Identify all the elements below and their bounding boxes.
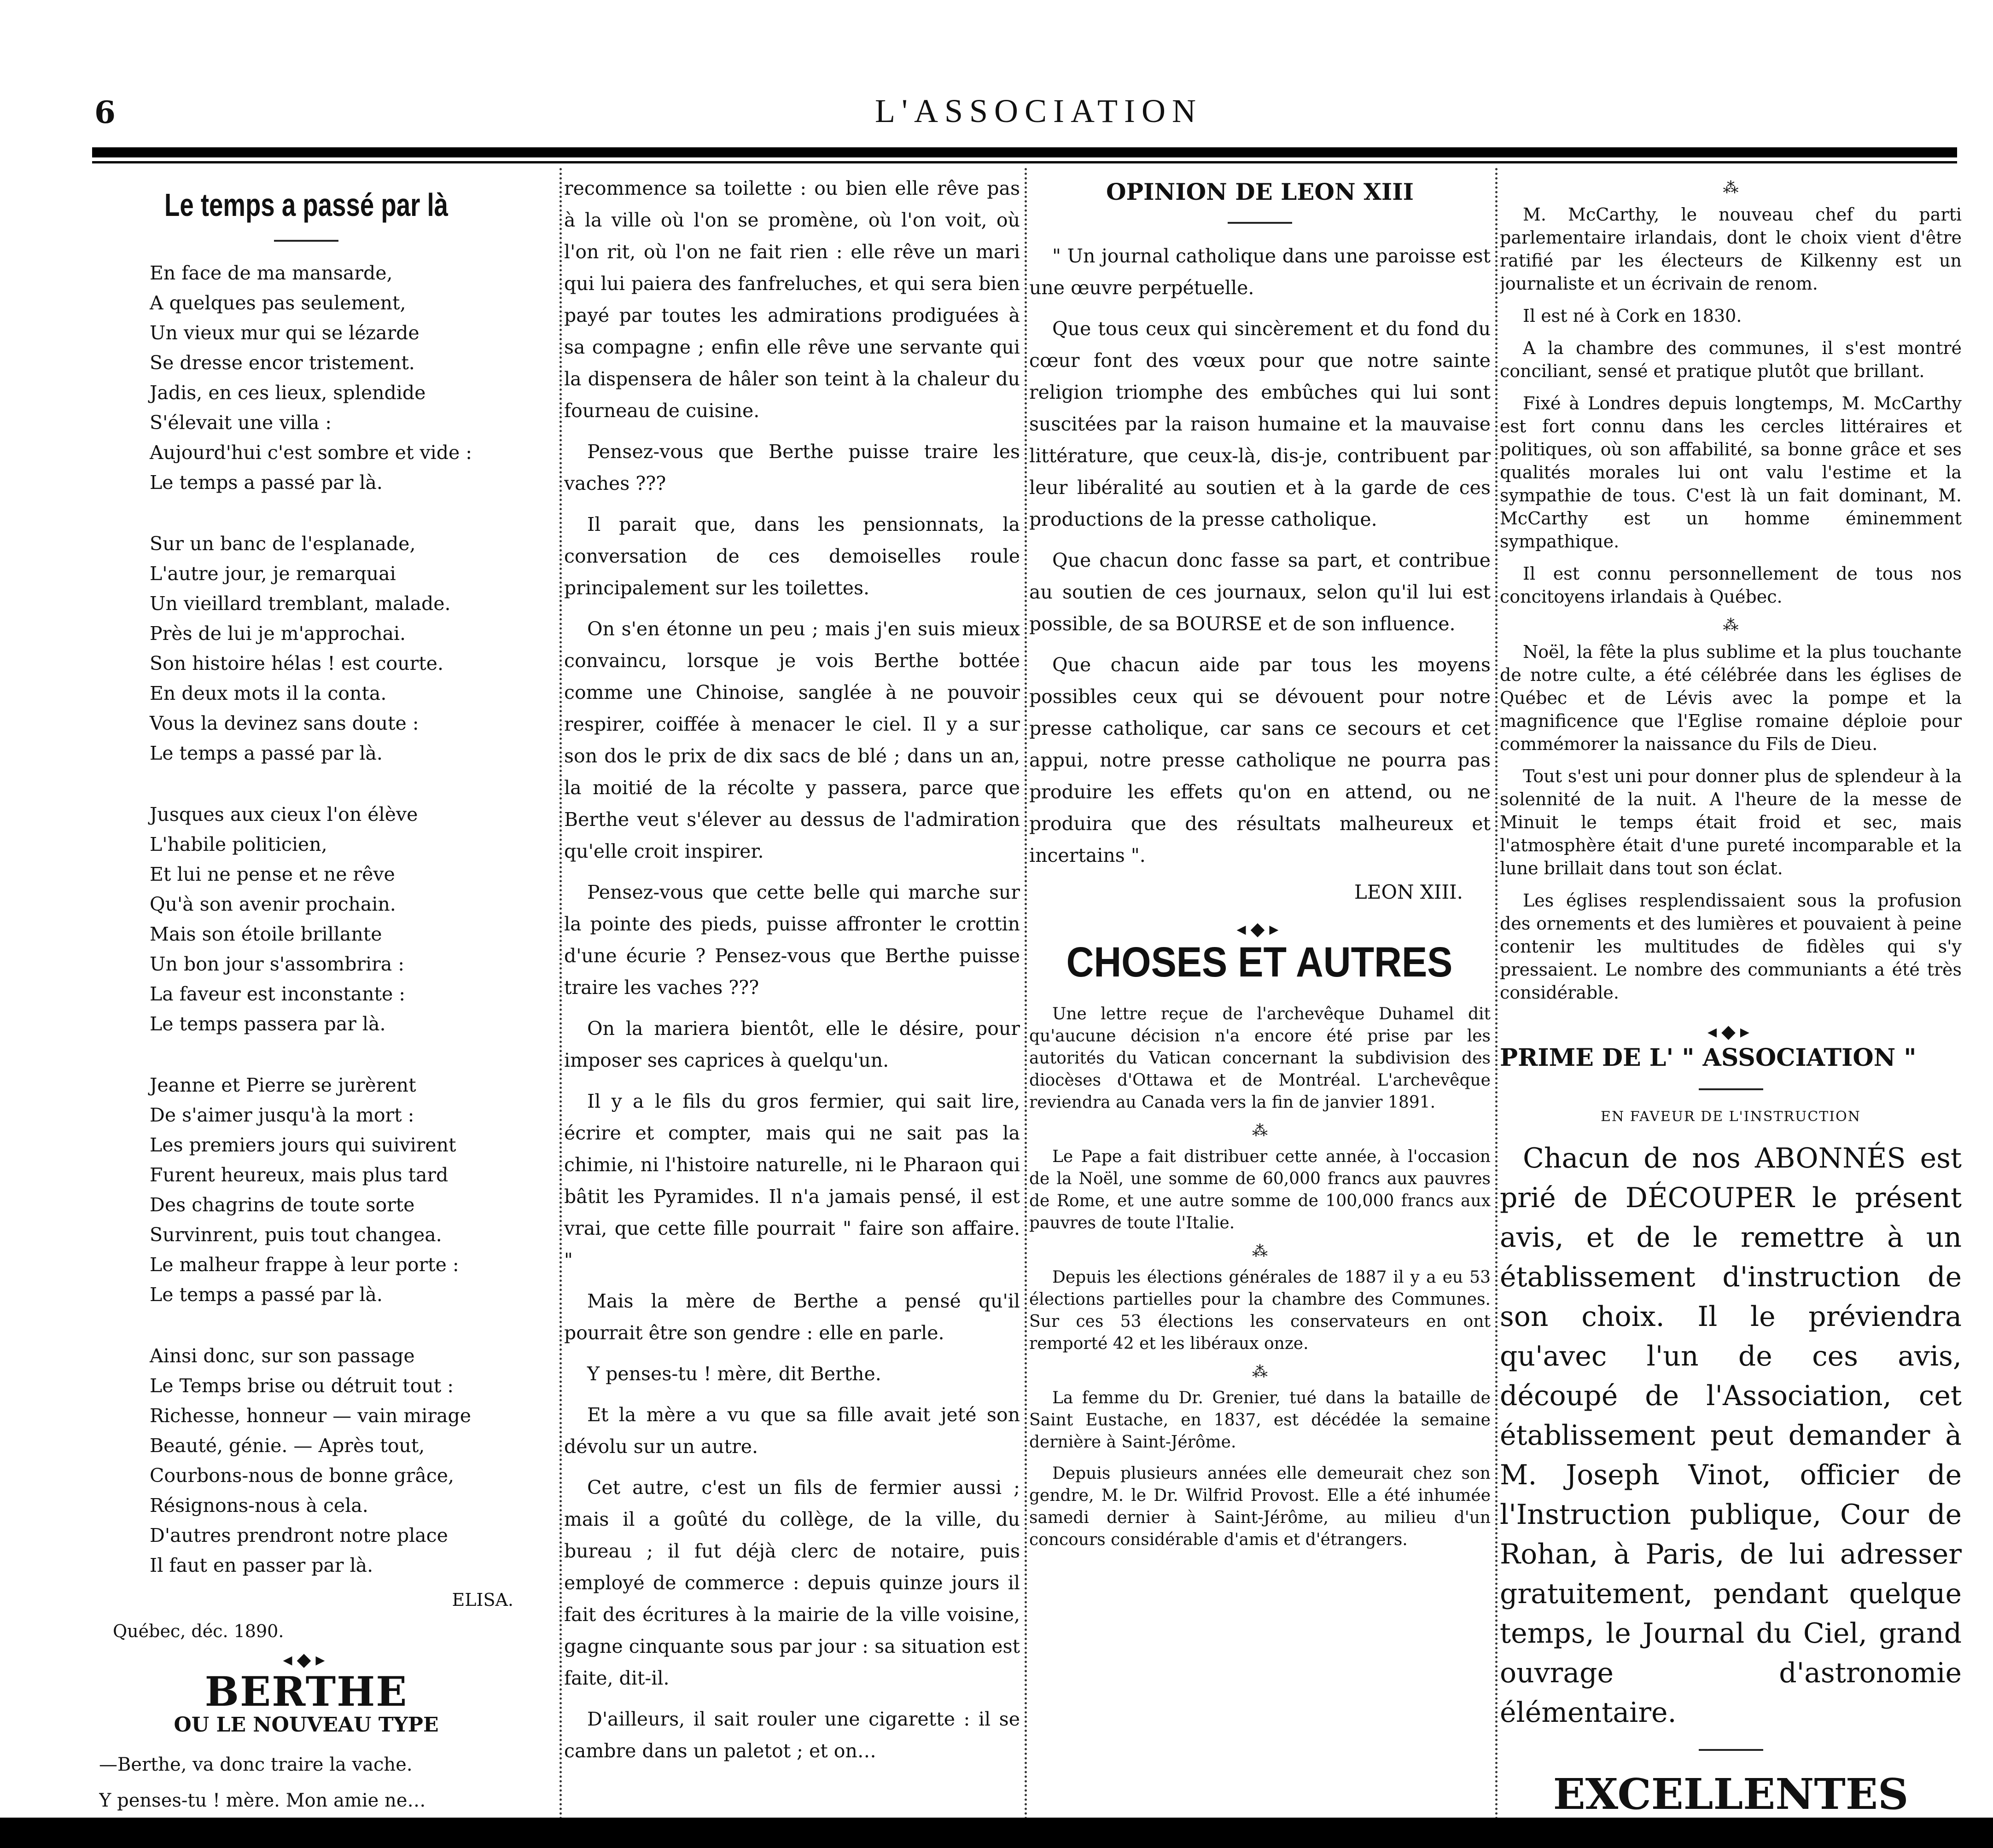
news-item: A la chambre des communes, il s'est montré conciliant, sensé et pratique plutôt que brillant. [1500, 338, 1962, 381]
poem-verse: En deux mots il la conta. [150, 682, 387, 704]
section-title-choses: CHOSES ET AUTRES [1066, 939, 1453, 986]
prime-subtitle: EN FAVEUR DE L'INSTRUCTION [1601, 1109, 1861, 1125]
stars-divider: ⁂ [1252, 1122, 1268, 1140]
page-number: 6 [94, 94, 116, 130]
poem-verse: L'autre jour, je remarquai [150, 563, 396, 585]
poem-stanza [150, 1341, 513, 1581]
paragraph: Il y a le fils du gros fermier, qui sait lire, écrire et compter, mais qui ne sait pas la chimie, ni l'histoire naturelle, ni le Pharaon qui bâtit les Pyramides. Il n'a jamais pensé, il est vrai, que cette fille pourrait " faire son affaire. " [564, 1090, 1020, 1271]
poem-verse: Mais son étoile brillante [150, 923, 382, 945]
news-brief: Le Pape a fait distribuer cette année, à l'occasion de la Noël, une somme de 60,000 francs aux pauvres de Rome, et une autre somme de 100,000 francs aux pauvres de toute l'Italie. [1029, 1147, 1491, 1232]
poem-verse: Jeanne et Pierre se jurèrent [150, 1074, 416, 1096]
poem-verse: Vous la devinez sans doute : [150, 712, 419, 734]
poem-verse: L'habile politicien, [150, 833, 327, 855]
paragraph: Mais la mère de Berthe a pensé qu'il pourrait être son gendre : elle en parle. [564, 1290, 1020, 1344]
poem-verse: Son histoire hélas ! est courte. [150, 652, 443, 674]
stars-divider: ⁂ [1723, 616, 1739, 634]
article-berthe-body [564, 173, 1020, 1767]
news-item: Les églises resplendissaient sous la profusion des ornements et des lumières et pouvaient à peine contenir les multitudes de fidèles qui s'y pressaient. Le nombre des communiants a été très considérable. [1500, 890, 1962, 1003]
separator [1699, 1088, 1763, 1090]
opinion-signature: LEON XIII. [1354, 881, 1463, 903]
stars-divider: ⁂ [1723, 179, 1739, 197]
news-item: Fixé à Londres depuis longtemps, M. McCarthy est fort connu dans les cercles littéraires et politiques, où son affabilité, sa bonne grâce et ses qualités morales lui ont valu l'estime et la sympathie de tous. C'est là un fait dominant, M. McCarthy est un homme éminemment sympathique. [1500, 393, 1962, 552]
poem-stanza [150, 529, 513, 768]
column-4 [1500, 173, 1962, 1815]
poem-verse: Aujourd'hui c'est sombre et vide : [150, 442, 472, 464]
poem-verse: Un bon jour s'assombrira : [150, 953, 405, 975]
poem-verse: A quelques pas seulement, [150, 292, 406, 314]
poem-verse: Le malheur frappe à leur porte : [150, 1254, 459, 1276]
header-rule-thick [92, 147, 1957, 157]
article-title-berthe: BERTHE [204, 1668, 408, 1715]
poem-verse: Jadis, en ces lieux, splendide [150, 382, 426, 404]
poem-verse: Le temps a passé par là. [150, 742, 383, 764]
column-2 [564, 173, 1020, 1815]
poem-verse: Jusques aux cieux l'on élève [150, 803, 418, 825]
poem-verse: Un vieux mur qui se lézarde [150, 322, 420, 344]
news-brief: Depuis les élections générales de 1887 il y a eu 53 élections partielles pour la chambre des Communes. Sur ces 53 élections les conservateurs en ont remporté 42 et les libéraux onze. [1029, 1268, 1491, 1353]
poem-verse: S'élevait une villa : [150, 412, 332, 434]
column-3 [1029, 173, 1491, 1815]
paragraph: D'ailleurs, il sait rouler une cigarette : il se cambre dans un paletot ; et on… [564, 1708, 1020, 1762]
paragraph: Et la mère a vu que sa fille avait jeté son dévolu sur un autre. [564, 1404, 1020, 1458]
poem-verse: Courbons-nous de bonne grâce, [150, 1464, 454, 1487]
poem-verse: Beauté, génie. — Après tout, [150, 1435, 425, 1457]
paragraph: Pensez-vous que cette belle qui marche sur la pointe des pieds, puisse affronter le crottin d'une écurie ? Pensez-vous que Berthe puisse traire les vaches ??? [564, 881, 1020, 999]
poem-title: Le temps a passé par là [164, 187, 449, 223]
column-divider [559, 168, 562, 1825]
article-opinion-body [1029, 240, 1491, 872]
article-subtitle-berthe: OU LE NOUVEAU TYPE [174, 1713, 439, 1737]
column-1 [99, 173, 513, 1815]
poem-verse: Richesse, honneur — vain mirage [150, 1405, 471, 1427]
poem-verse: Un vieillard tremblant, malade. [150, 593, 451, 615]
poem-verse: Des chagrins de toute sorte [150, 1194, 415, 1216]
news-briefs [1029, 1003, 1491, 1551]
poem-verse: Ainsi donc, sur son passage [150, 1345, 415, 1367]
poem-verse: Le temps a passé par là. [150, 471, 383, 494]
poem-verse: Les premiers jours qui suivirent [150, 1134, 456, 1156]
poem-verse: La faveur est inconstante : [150, 983, 406, 1005]
paragraph: Y penses-tu ! mère, dit Berthe. [587, 1363, 881, 1385]
column-divider [1495, 168, 1498, 1825]
poem-verse: D'autres prendront notre place [150, 1524, 448, 1546]
poem-verse: En face de ma mansarde, [150, 262, 393, 284]
separator [1228, 222, 1292, 224]
article-title-opinion: OPINION DE LEON XIII [1106, 178, 1414, 205]
news-brief: Une lettre reçue de l'archevêque Duhamel dit qu'aucune décision n'a encore été prise par les autorités du Vatican concernant la subdivision des diocèses d'Ottawa et de Montréal. L'archevêque reviendra au Canada vers la fin de janvier 1891. [1029, 1005, 1491, 1112]
poem-verse: Près de lui je m'approchai. [150, 622, 406, 645]
paragraph: Cet autre, c'est un fils de fermier aussi ; mais il a goûté du collège, de la ville, du bureau ; il fut déjà clerc de notaire, puis employé de commerce : depuis quinze jours il fait des écritures à la mairie de la ville voisine, gagne cinquante sous par jour : sa situation est faite, dit-il. [564, 1476, 1020, 1689]
poem-verse: Qu'à son avenir prochain. [150, 893, 396, 915]
next-heading: EXCELLENTES [1553, 1769, 1909, 1815]
news-item: Il est né à Cork en 1830. [1523, 306, 1742, 326]
poem-stanza [150, 1070, 513, 1310]
poem-verse: Se dresse encor tristement. [150, 352, 415, 374]
stars-divider: ⁂ [1252, 1242, 1268, 1261]
paragraph: Pensez-vous que Berthe puisse traire les vaches ??? [564, 441, 1020, 494]
poem-verse: Et lui ne pense et ne rêve [150, 863, 395, 885]
news-brief: Depuis plusieurs années elle demeurait chez son gendre, M. le Dr. Wilfrid Provost. Elle a été inhumée samedi dernier à Saint-Jérôme, au milieu d'un concours considérable d'amis et d'étrangers. [1029, 1464, 1491, 1549]
poem-verse: Survinrent, puis tout changea. [150, 1224, 442, 1246]
ornament-divider: ◂◆▸ [283, 1649, 330, 1670]
header-rule-thin [92, 161, 1957, 163]
poem-verse: Le temps passera par là. [150, 1013, 386, 1035]
poem-verse: Le temps a passé par là. [150, 1284, 383, 1306]
poem-stanza [150, 800, 513, 1039]
poem-verse: Il faut en passer par là. [150, 1554, 373, 1576]
paragraph: Il parait que, dans les pensionnats, la conversation de ces demoiselles roule principalement sur les toilettes. [564, 513, 1020, 599]
prime-body [1500, 1139, 1962, 1732]
poem-date: Québec, déc. 1890. [113, 1621, 284, 1641]
prime-title: PRIME DE L' " ASSOCIATION " [1500, 1044, 1917, 1072]
poem-stanza [150, 258, 513, 498]
news-item: Noël, la fête la plus sublime et la plus touchante de notre culte, a été célébrée dans les églises de Québec et de Lévis avec la pompe et la magnificence que l'Eglise romaine déploie pour commémorer la naissance du Fils de Dieu. [1500, 642, 1962, 754]
paragraph: Que tous ceux qui sincèrement et du fond du cœur font des vœux pour que notre sainte religion triomphe des embûches qui lui sont suscitées par la raison humaine et la mauvaise littérature, que ceux-là, dis-je, contribuent par leur libéralité au soutien et à la garde de ces productions de la presse catholique. [1029, 318, 1491, 530]
paragraph: Chacun de nos ABONNÉS est prié de DÉCOUPER le présent avis, et de le remettre à un établissement d'instruction de son choix. Il le préviendra qu'avec l'un de ces avis, découpé de l'Association, cet établissement peut demander à M. Joseph Vinot, officier de l'Instruction publique, Cour de Rohan, à Paris, de lui adresser gratuitement, pendant quelque temps, le Journal du Ciel, grand ouvrage d'astronomie élémentaire. [1500, 1142, 1962, 1729]
paragraph: Que chacun aide par tous les moyens possibles ceux qui se dévouent pour notre presse catholique, car sans ce secours et cet appui, notre presse catholique ne pourra pas produire les effets qu'on en attend, ou ne produira que des résultats malheureux et incertains ". [1029, 654, 1491, 866]
news-item: M. McCarthy, le nouveau chef du parti parlementaire irlandais, dont le choix vient d'être ratifié par les électeurs de Kilkenny est un journaliste et un écrivain de renom. [1500, 204, 1962, 294]
paragraph: recommence sa toilette : ou bien elle rêve pas à la ville où l'on se promène, où l'on voit, où l'on rit, où l'on ne fait rien : elle rêve un mari qui lui paiera des fanfreluches, et qui sera bien payé par toutes les admirations prodiguées à sa compagne ; enfin elle rêve une servante qui la dispensera de hâler son teint à la chaleur du fourneau de cuisine. [564, 177, 1020, 422]
news-item: Tout s'est uni pour donner plus de splendeur à la solennité de la nuit. A l'heure de la messe de Minuit le temps était froid et sec, mais l'atmosphère était d'une pureté incomparable et la lune brillait dans tout son éclat. [1500, 766, 1962, 878]
news-items [1500, 180, 1962, 1004]
paragraph: On s'en étonne un peu ; mais j'en suis mieux convaincu, lorsque je vois Berthe bottée comme une Chinoise, sanglée à ne pouvoir respirer, coiffée à menacer le ciel. Il y a sur son dos le prix de dix sacs de blé ; dans un an, la moitié de la récolte y passera, parce que Berthe veut s'élever au dessus de l'admiration qu'elle croit inspirer. [564, 618, 1020, 862]
paragraph: —Berthe, va donc traire la vache. [99, 1754, 413, 1775]
paragraph: On la mariera bientôt, elle le désire, pour imposer ses caprices à quelqu'un. [564, 1017, 1020, 1071]
paragraph: Que chacun donc fasse sa part, et contribue au soutien de ces journaux, selon qu'il lui est possible, de sa BOURSE et de son influence. [1029, 549, 1491, 635]
poem-body [99, 258, 513, 1581]
ornament-divider: ◂◆▸ [1236, 918, 1283, 940]
separator [274, 240, 338, 242]
column-divider [1025, 168, 1027, 1825]
masthead-title: L'ASSOCIATION [875, 93, 1202, 129]
stars-divider: ⁂ [1252, 1363, 1268, 1381]
news-brief: La femme du Dr. Grenier, tué dans la bataille de Saint Eustache, en 1837, est décédée la semaine dernière à Saint-Jérôme. [1029, 1389, 1491, 1452]
poem-verse: Furent heureux, mais plus tard [150, 1164, 449, 1186]
scan-edge-band [0, 1818, 1993, 1848]
poem-verse: Résignons-nous à cela. [150, 1494, 368, 1517]
poem-verse: Le Temps brise ou détruit tout : [150, 1375, 454, 1397]
paragraph: Y penses-tu ! mère. Mon amie ne… [99, 1790, 426, 1811]
paragraph: " Un journal catholique dans une paroisse est une œuvre perpétuelle. [1029, 245, 1491, 299]
separator [1699, 1749, 1763, 1751]
poem-author: ELISA. [452, 1590, 513, 1610]
news-item: Il est connu personnellement de tous nos concitoyens irlandais à Québec. [1500, 564, 1962, 607]
poem-verse: De s'aimer jusqu'à la mort : [150, 1104, 414, 1126]
article-berthe-start [99, 1751, 513, 1814]
ornament-divider: ◂◆▸ [1707, 1021, 1754, 1042]
poem-verse: Sur un banc de l'esplanade, [150, 533, 416, 555]
